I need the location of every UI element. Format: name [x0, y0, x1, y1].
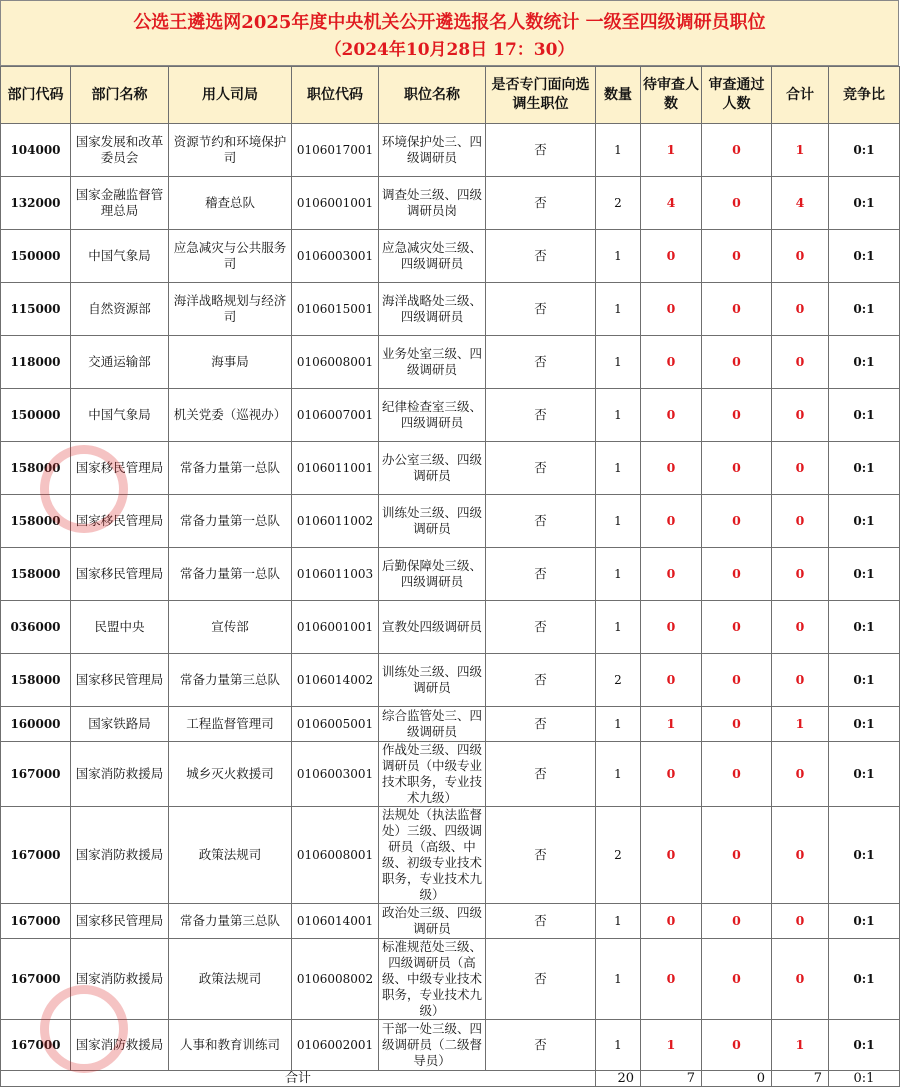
cell-bureau: 人事和教育训练司 — [169, 1020, 292, 1071]
title-banner — [0, 0, 899, 66]
cell-bureau: 海洋战略规划与经济司 — [169, 283, 292, 336]
cell-ratio: 0:1 — [829, 742, 900, 807]
cell-post-name: 标准规范处三级、四级调研员（高级、中级专业技术职务，专业技术九级） — [379, 939, 486, 1020]
cell-total: 0 — [772, 230, 829, 283]
cell-dept-name: 国家移民管理局 — [71, 548, 169, 601]
table-body — [1, 124, 900, 1087]
cell-passed: 0 — [702, 807, 772, 904]
cell-dept-name: 中国气象局 — [71, 389, 169, 442]
cell-count: 2 — [596, 654, 641, 707]
table-row — [1, 230, 900, 283]
cell-dept-name: 民盟中央 — [71, 601, 169, 654]
cell-post-name: 宣教处四级调研员 — [379, 601, 486, 654]
cell-dept-code: 036000 — [1, 601, 71, 654]
totals-row — [1, 1071, 900, 1087]
cell-ratio: 0:1 — [829, 336, 900, 389]
cell-count: 1 — [596, 1020, 641, 1071]
cell-passed: 0 — [702, 742, 772, 807]
cell-ratio: 0:1 — [829, 283, 900, 336]
cell-dept-code: 167000 — [1, 939, 71, 1020]
cell-post-code: 0106003001 — [292, 230, 379, 283]
cell-dept-name: 国家消防救援局 — [71, 807, 169, 904]
cell-dept-code: 167000 — [1, 742, 71, 807]
cell-dept-name: 自然资源部 — [71, 283, 169, 336]
cell-ratio: 0:1 — [829, 124, 900, 177]
cell-dept-name: 中国气象局 — [71, 230, 169, 283]
cell-post-name: 干部一处三级、四级调研员（二级督导员） — [379, 1020, 486, 1071]
cell-xds: 否 — [486, 389, 596, 442]
cell-post-name: 调查处三级、四级调研员岗 — [379, 177, 486, 230]
cell-dept-code: 167000 — [1, 1020, 71, 1071]
cell-xds: 否 — [486, 654, 596, 707]
table-row — [1, 495, 900, 548]
cell-bureau: 机关党委（巡视办） — [169, 389, 292, 442]
cell-total: 0 — [772, 654, 829, 707]
cell-post-code: 0106011002 — [292, 495, 379, 548]
cell-bureau: 常备力量第三总队 — [169, 904, 292, 939]
cell-post-code: 0106001001 — [292, 177, 379, 230]
cell-dept-name: 国家移民管理局 — [71, 904, 169, 939]
cell-bureau: 常备力量第一总队 — [169, 442, 292, 495]
cell-total: 0 — [772, 904, 829, 939]
cell-total: 1 — [772, 707, 829, 742]
cell-dept-name: 国家金融监督管理总局 — [71, 177, 169, 230]
cell-total: 0 — [772, 939, 829, 1020]
cell-total: 4 — [772, 177, 829, 230]
cell-xds: 否 — [486, 904, 596, 939]
cell-bureau: 常备力量第一总队 — [169, 548, 292, 601]
cell-ratio: 0:1 — [829, 177, 900, 230]
col-header-bureau: 用人司局 — [169, 67, 292, 124]
cell-post-name: 作战处三级、四级调研员（中级专业技术职务，专业技术九级） — [379, 742, 486, 807]
cell-total: 1 — [772, 1020, 829, 1071]
page-subtitle-timestamp: （2024年10月28日 17：30） — [324, 40, 575, 60]
cell-dept-name: 国家发展和改革委员会 — [71, 124, 169, 177]
cell-bureau: 工程监督管理司 — [169, 707, 292, 742]
cell-xds: 否 — [486, 124, 596, 177]
cell-pending: 0 — [641, 336, 702, 389]
cell-xds: 否 — [486, 230, 596, 283]
cell-count: 1 — [596, 904, 641, 939]
cell-count: 1 — [596, 389, 641, 442]
cell-total: 0 — [772, 442, 829, 495]
cell-xds: 否 — [486, 939, 596, 1020]
registration-table — [0, 66, 900, 1087]
cell-bureau: 资源节约和环境保护司 — [169, 124, 292, 177]
totals-passed: 0 — [702, 1071, 772, 1087]
cell-dept-name: 交通运输部 — [71, 336, 169, 389]
cell-count: 1 — [596, 548, 641, 601]
col-header-dept-code: 部门代码 — [1, 67, 71, 124]
cell-pending: 1 — [641, 1020, 702, 1071]
table-row — [1, 283, 900, 336]
cell-pending: 0 — [641, 939, 702, 1020]
cell-passed: 0 — [702, 548, 772, 601]
cell-post-name: 政治处三级、四级调研员 — [379, 904, 486, 939]
cell-dept-code: 132000 — [1, 177, 71, 230]
cell-ratio: 0:1 — [829, 230, 900, 283]
cell-total: 0 — [772, 807, 829, 904]
table-row — [1, 548, 900, 601]
cell-xds: 否 — [486, 807, 596, 904]
cell-passed: 0 — [702, 336, 772, 389]
cell-ratio: 0:1 — [829, 601, 900, 654]
cell-bureau: 应急减灾与公共服务司 — [169, 230, 292, 283]
cell-xds: 否 — [486, 442, 596, 495]
cell-passed: 0 — [702, 283, 772, 336]
cell-post-code: 0106005001 — [292, 707, 379, 742]
cell-total: 0 — [772, 336, 829, 389]
cell-dept-name: 国家消防救援局 — [71, 1020, 169, 1071]
totals-total: 7 — [772, 1071, 829, 1087]
cell-pending: 1 — [641, 124, 702, 177]
cell-post-name: 训练处三级、四级调研员 — [379, 495, 486, 548]
cell-pending: 0 — [641, 230, 702, 283]
cell-post-name: 法规处（执法监督处）三级、四级调研员（高级、中级、初级专业技术职务，专业技术九级） — [379, 807, 486, 904]
cell-pending: 0 — [641, 904, 702, 939]
col-header-dept-name: 部门名称 — [71, 67, 169, 124]
cell-post-code: 0106003001 — [292, 742, 379, 807]
cell-post-name: 办公室三级、四级调研员 — [379, 442, 486, 495]
cell-count: 1 — [596, 742, 641, 807]
cell-pending: 1 — [641, 707, 702, 742]
cell-post-name: 海洋战略处三级、四级调研员 — [379, 283, 486, 336]
cell-post-name: 综合监管处三、四级调研员 — [379, 707, 486, 742]
table-row — [1, 442, 900, 495]
col-header-ratio: 竞争比 — [829, 67, 900, 124]
cell-count: 1 — [596, 283, 641, 336]
cell-xds: 否 — [486, 742, 596, 807]
cell-post-name: 后勤保障处三级、四级调研员 — [379, 548, 486, 601]
cell-total: 0 — [772, 601, 829, 654]
col-header-passed: 审查通过人数 — [702, 67, 772, 124]
cell-count: 1 — [596, 601, 641, 654]
cell-post-code: 0106011003 — [292, 548, 379, 601]
cell-xds: 否 — [486, 548, 596, 601]
cell-xds: 否 — [486, 1020, 596, 1071]
cell-bureau: 城乡灭火救援司 — [169, 742, 292, 807]
cell-dept-name: 国家移民管理局 — [71, 654, 169, 707]
cell-ratio: 0:1 — [829, 654, 900, 707]
cell-passed: 0 — [702, 495, 772, 548]
table-row — [1, 601, 900, 654]
cell-passed: 0 — [702, 230, 772, 283]
cell-total: 1 — [772, 124, 829, 177]
cell-ratio: 0:1 — [829, 495, 900, 548]
table-row — [1, 389, 900, 442]
cell-passed: 0 — [702, 124, 772, 177]
cell-count: 1 — [596, 939, 641, 1020]
table-row — [1, 654, 900, 707]
cell-xds: 否 — [486, 495, 596, 548]
cell-post-code: 0106014001 — [292, 904, 379, 939]
cell-pending: 0 — [641, 807, 702, 904]
cell-ratio: 0:1 — [829, 548, 900, 601]
cell-dept-code: 160000 — [1, 707, 71, 742]
cell-post-name: 业务处室三级、四级调研员 — [379, 336, 486, 389]
cell-dept-code: 104000 — [1, 124, 71, 177]
totals-label: 合计 — [1, 1071, 596, 1087]
cell-dept-code: 167000 — [1, 904, 71, 939]
cell-passed: 0 — [702, 707, 772, 742]
cell-post-name: 纪律检查室三级、四级调研员 — [379, 389, 486, 442]
cell-count: 2 — [596, 807, 641, 904]
cell-dept-code: 118000 — [1, 336, 71, 389]
cell-dept-name: 国家铁路局 — [71, 707, 169, 742]
cell-passed: 0 — [702, 601, 772, 654]
cell-count: 1 — [596, 495, 641, 548]
cell-passed: 0 — [702, 654, 772, 707]
col-header-post-name: 职位名称 — [379, 67, 486, 124]
table-row — [1, 1020, 900, 1071]
col-header-pending: 待审查人数 — [641, 67, 702, 124]
cell-dept-name: 国家移民管理局 — [71, 495, 169, 548]
cell-dept-code: 158000 — [1, 442, 71, 495]
cell-dept-code: 158000 — [1, 495, 71, 548]
totals-ratio: 0:1 — [829, 1071, 900, 1087]
cell-pending: 0 — [641, 742, 702, 807]
col-header-post-code: 职位代码 — [292, 67, 379, 124]
cell-count: 1 — [596, 124, 641, 177]
header-row — [1, 67, 900, 124]
cell-count: 1 — [596, 707, 641, 742]
cell-dept-code: 167000 — [1, 807, 71, 904]
cell-xds: 否 — [486, 601, 596, 654]
cell-dept-name: 国家消防救援局 — [71, 939, 169, 1020]
table-row — [1, 336, 900, 389]
table-row — [1, 939, 900, 1020]
cell-passed: 0 — [702, 177, 772, 230]
cell-xds: 否 — [486, 283, 596, 336]
cell-total: 0 — [772, 548, 829, 601]
page-title: 公选王遴选网2025年度中央机关公开遴选报名人数统计 一级至四级调研员职位 — [133, 12, 766, 33]
cell-pending: 0 — [641, 495, 702, 548]
cell-pending: 0 — [641, 601, 702, 654]
table-row — [1, 807, 900, 904]
cell-ratio: 0:1 — [829, 807, 900, 904]
cell-xds: 否 — [486, 336, 596, 389]
table-row — [1, 707, 900, 742]
cell-post-code: 0106014002 — [292, 654, 379, 707]
cell-pending: 0 — [641, 654, 702, 707]
cell-passed: 0 — [702, 904, 772, 939]
cell-passed: 0 — [702, 939, 772, 1020]
cell-passed: 0 — [702, 389, 772, 442]
cell-post-code: 0106001001 — [292, 601, 379, 654]
cell-ratio: 0:1 — [829, 1020, 900, 1071]
cell-dept-code: 150000 — [1, 230, 71, 283]
cell-total: 0 — [772, 389, 829, 442]
cell-total: 0 — [772, 495, 829, 548]
cell-post-code: 0106008002 — [292, 939, 379, 1020]
cell-dept-code: 115000 — [1, 283, 71, 336]
cell-post-code: 0106002001 — [292, 1020, 379, 1071]
cell-post-code: 0106007001 — [292, 389, 379, 442]
cell-bureau: 宣传部 — [169, 601, 292, 654]
cell-ratio: 0:1 — [829, 389, 900, 442]
cell-post-code: 0106015001 — [292, 283, 379, 336]
cell-bureau: 海事局 — [169, 336, 292, 389]
cell-post-code: 0106017001 — [292, 124, 379, 177]
totals-pending: 7 — [641, 1071, 702, 1087]
cell-ratio: 0:1 — [829, 707, 900, 742]
cell-xds: 否 — [486, 177, 596, 230]
cell-post-name: 训练处三级、四级调研员 — [379, 654, 486, 707]
cell-passed: 0 — [702, 1020, 772, 1071]
cell-bureau: 政策法规司 — [169, 939, 292, 1020]
cell-post-code: 0106008001 — [292, 807, 379, 904]
cell-pending: 4 — [641, 177, 702, 230]
cell-count: 1 — [596, 230, 641, 283]
cell-dept-code: 150000 — [1, 389, 71, 442]
cell-pending: 0 — [641, 442, 702, 495]
cell-ratio: 0:1 — [829, 904, 900, 939]
cell-count: 1 — [596, 336, 641, 389]
cell-dept-code: 158000 — [1, 654, 71, 707]
table-row — [1, 124, 900, 177]
cell-total: 0 — [772, 283, 829, 336]
cell-post-code: 0106011001 — [292, 442, 379, 495]
cell-pending: 0 — [641, 283, 702, 336]
cell-bureau: 政策法规司 — [169, 807, 292, 904]
cell-ratio: 0:1 — [829, 939, 900, 1020]
table-row — [1, 742, 900, 807]
cell-dept-name: 国家移民管理局 — [71, 442, 169, 495]
col-header-total: 合计 — [772, 67, 829, 124]
cell-passed: 0 — [702, 442, 772, 495]
cell-count: 2 — [596, 177, 641, 230]
cell-post-code: 0106008001 — [292, 336, 379, 389]
cell-post-name: 环境保护处三、四级调研员 — [379, 124, 486, 177]
cell-dept-code: 158000 — [1, 548, 71, 601]
cell-count: 1 — [596, 442, 641, 495]
cell-bureau: 常备力量第三总队 — [169, 654, 292, 707]
cell-pending: 0 — [641, 389, 702, 442]
cell-pending: 0 — [641, 548, 702, 601]
cell-post-name: 应急减灾处三级、四级调研员 — [379, 230, 486, 283]
cell-bureau: 稽查总队 — [169, 177, 292, 230]
cell-total: 0 — [772, 742, 829, 807]
col-header-xds: 是否专门面向选调生职位 — [486, 67, 596, 124]
cell-ratio: 0:1 — [829, 442, 900, 495]
cell-dept-name: 国家消防救援局 — [71, 742, 169, 807]
table-row — [1, 177, 900, 230]
col-header-count: 数量 — [596, 67, 641, 124]
table-row — [1, 904, 900, 939]
totals-count: 20 — [596, 1071, 641, 1087]
cell-xds: 否 — [486, 707, 596, 742]
cell-bureau: 常备力量第一总队 — [169, 495, 292, 548]
